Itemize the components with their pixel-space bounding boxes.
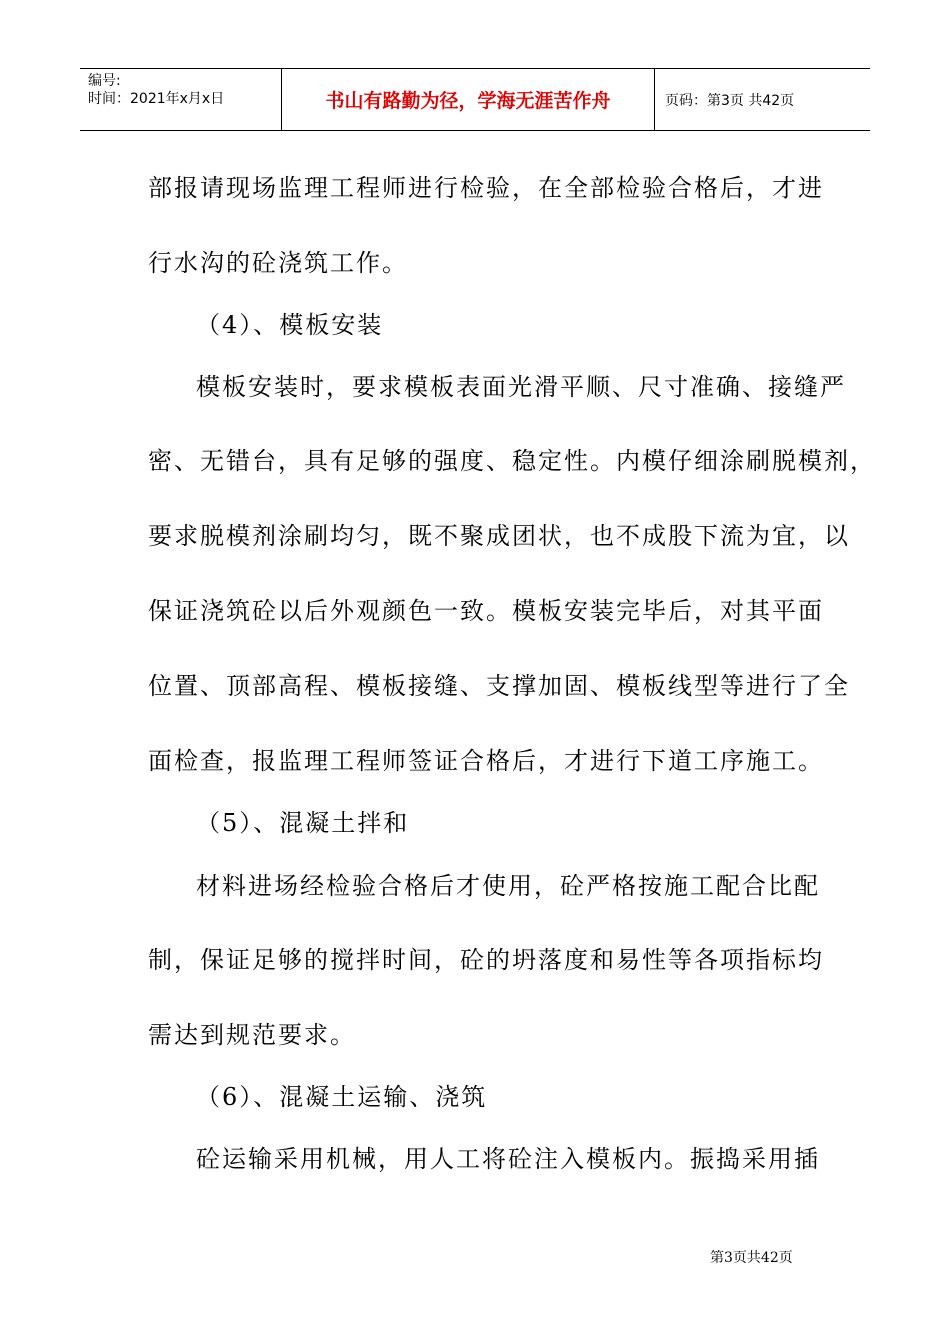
body-line-11: 材料进场经检验合格后才使用，砼严格按施工配合比配	[196, 872, 820, 900]
body-line-8: 位置、顶部高程、模板接缝、支撑加固、模板线型等进行了全	[148, 672, 850, 700]
header-meta	[80, 69, 282, 130]
body-line-1: 部报请现场监理工程师进行检验，在全部检验合格后，才进	[148, 174, 824, 202]
body-line-5: 密、无错台，具有足够的强度、稳定性。内模仔细涂刷脱模剂，	[148, 447, 876, 475]
body-line-7: 保证浇筑砼以后外观颜色一致。模板安装完毕后，对其平面	[148, 597, 824, 625]
body-line-4: 模板安装时，要求模板表面光滑平顺、尺寸准确、接缝严	[196, 373, 846, 401]
body-line-2: 行水沟的砼浇筑工作。	[148, 249, 408, 277]
header-motto: 书山有路勤为径，学海无涯苦作舟	[282, 69, 655, 130]
body-line-6: 要求脱模剂涂刷均匀，既不聚成团状，也不成股下流为宜，以	[148, 522, 850, 550]
section-heading-4: （4）、模板安装	[196, 311, 384, 339]
header-page-info: 页码：第3页 共42页	[665, 92, 795, 109]
body-line-12: 制，保证足够的搅拌时间，砼的坍落度和易性等各项指标均	[148, 946, 824, 974]
page-header	[80, 68, 870, 131]
page-footer: 第3页共42页	[710, 1250, 793, 1266]
body-line-9: 面检查，报监理工程师签证合格后，才进行下道工序施工。	[148, 747, 824, 775]
section-heading-6: （6）、混凝土运输、浇筑	[196, 1083, 488, 1111]
code-label: 编号:	[88, 73, 121, 89]
body-line-15: 砼运输采用机械，用人工将砼注入模板内。振捣采用插	[196, 1145, 820, 1173]
body-line-13: 需达到规范要求。	[148, 1021, 356, 1049]
time-label: 时间：2021年x月x日	[88, 91, 225, 107]
section-heading-5: （5）、混凝土拌和	[196, 809, 410, 837]
